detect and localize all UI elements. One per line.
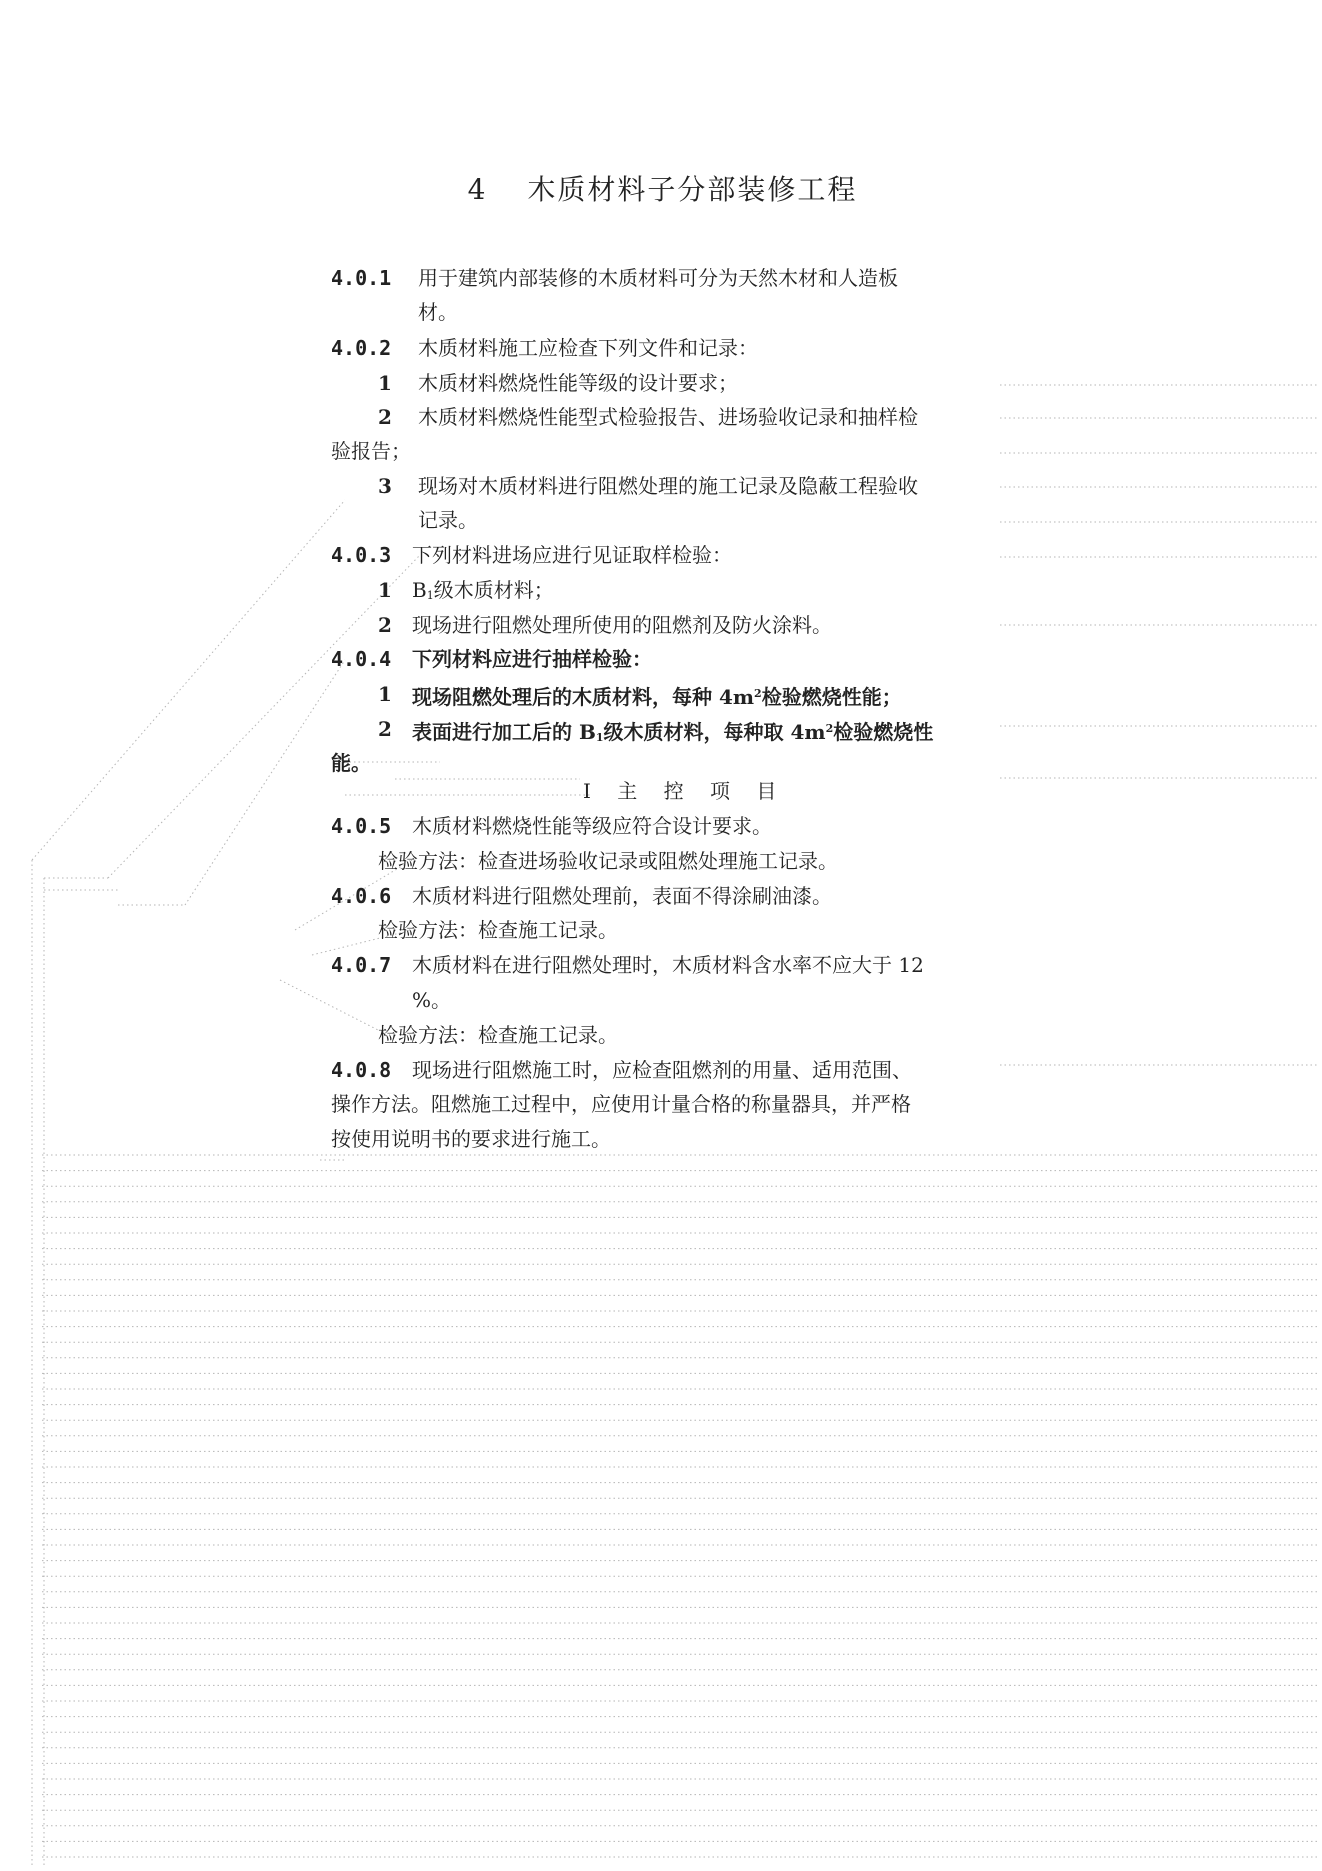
list-item-text: 木质材料燃烧性能型式检验报告、进场验收记录和抽样检 — [418, 405, 918, 429]
list-item-number: 1 — [378, 682, 392, 706]
list-item-text-continued: 验报告； — [331, 439, 411, 463]
clause-text: 木质材料进行阻燃处理前，表面不得涂刷油漆。 — [412, 884, 832, 908]
list-item-text: 现场阻燃处理后的木质材料，每种 $4m^2$检验燃烧性能； — [412, 685, 902, 709]
clause-number: 4.0.2 — [331, 336, 392, 360]
chapter-number: 4 — [467, 173, 488, 206]
list-item-text-continued: 能。 — [331, 751, 371, 775]
clause-text: 木质材料在进行阻燃处理时，木质材料含水率不应大于 12 — [412, 953, 924, 977]
clause-text: 木质材料燃烧性能等级应符合设计要求。 — [412, 814, 772, 838]
list-item-text: 木质材料燃烧性能等级的设计要求； — [418, 371, 738, 395]
list-item-number: 1 — [378, 371, 392, 395]
clause-text-continued: 材。 — [418, 300, 458, 324]
clause-text: 用于建筑内部装修的木质材料可分为天然木材和人造板 — [418, 266, 898, 290]
clause-text-continued: 按使用说明书的要求进行施工。 — [331, 1127, 611, 1151]
clause-number: 4.0.4 — [331, 647, 392, 671]
list-item-text: 现场对木质材料进行阻燃处理的施工记录及隐蔽工程验收 — [418, 474, 918, 498]
clause-number: 4.0.6 — [331, 884, 392, 908]
list-item-text: 现场进行阻燃处理所使用的阻燃剂及防火涂料。 — [412, 613, 832, 637]
chapter-title-text: 木质材料子分部装修工程 — [527, 173, 858, 206]
list-item-number: 1 — [378, 578, 392, 602]
section-heading: I 主 控 项 目 — [583, 779, 787, 803]
chapter-title — [330, 168, 995, 208]
list-item-text-continued: 记录。 — [418, 508, 478, 532]
clause-text: 下列材料应进行抽样检验： — [412, 647, 652, 671]
clause-text: 木质材料施工应检查下列文件和记录： — [418, 336, 758, 360]
clause-number: 4.0.1 — [331, 266, 392, 290]
inspection-method: 检验方法：检查进场验收记录或阻燃处理施工记录。 — [378, 849, 838, 873]
inspection-method: 检验方法：检查施工记录。 — [378, 918, 618, 942]
clause-number: 4.0.3 — [331, 543, 392, 567]
clause-number: 4.0.5 — [331, 814, 392, 838]
clause-text-continued: %。 — [412, 988, 452, 1012]
list-item-text: $B_1$级木质材料； — [412, 578, 554, 602]
clause-number: 4.0.7 — [331, 953, 392, 977]
list-item-text: 表面进行加工后的 $B_1$级木质材料，每种取 $4m^2$检验燃烧性 — [412, 720, 934, 744]
list-item-number: 3 — [378, 474, 392, 498]
clause-text: 现场进行阻燃施工时，应检查阻燃剂的用量、适用范围、 — [412, 1058, 912, 1082]
clause-number: 4.0.8 — [331, 1058, 392, 1082]
list-item-number: 2 — [378, 613, 392, 637]
clause-text: 下列材料进场应进行见证取样检验： — [412, 543, 732, 567]
list-item-number: 2 — [378, 405, 392, 429]
inspection-method: 检验方法：检查施工记录。 — [378, 1023, 618, 1047]
list-item-number: 2 — [378, 717, 392, 741]
clause-text-continued: 操作方法。阻燃施工过程中，应使用计量合格的称量器具，并严格 — [331, 1092, 911, 1116]
